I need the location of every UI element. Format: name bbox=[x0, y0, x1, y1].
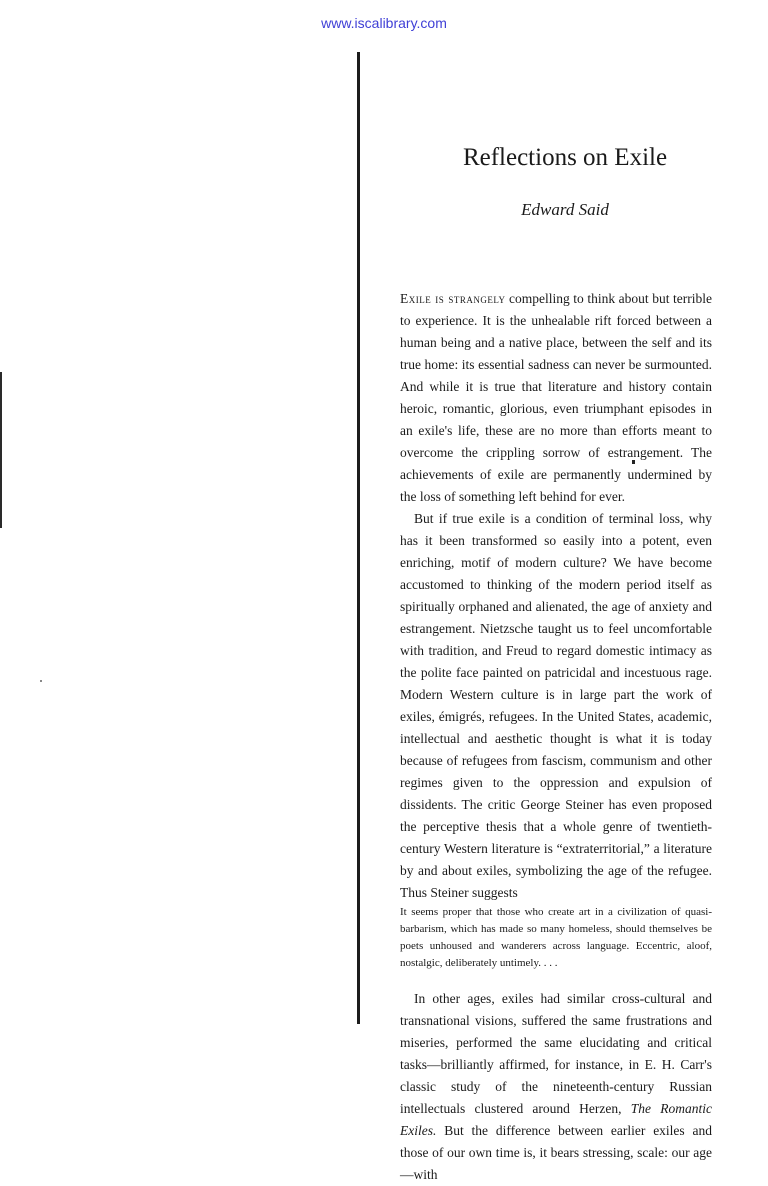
paragraph-1-text: compelling to think about but terrible to experience. It is the unhealable rift forced between a human being and a native place, between the self and its true home: its essential sadness can never be surmounted. And while it is true that literature and history contain heroic, romantic, glorious, even triumphant episodes in an exile's life, these are no more than efforts meant to overcome the crippling sorrow of estrangement. The achievements of exile are permanently undermined by the loss of something left behind for ever. bbox=[400, 291, 712, 504]
paragraph-3 bbox=[400, 988, 712, 1186]
paragraph-2: But if true exile is a condition of terminal loss, why has it been transformed so easily into a potent, even enriching, motif of modern culture? We have become accustomed to thinking of the modern period itself as spiritually orphaned and alienated, the age of anxiety and estrangement. Nietzsche taught us to feel uncomfortable with tradition, and Freud to regard domestic intimacy as the polite face painted on patricidal and incestuous rage. Modern Western culture is in large part the work of exiles, émigrés, refugees. In the United States, academic, intellectual and aesthetic thought is what it is today because of refugees from fascism, communism and other regimes given to the oppression and expulsion of dissidents. The critic George Steiner has even proposed the perceptive thesis that a whole genre of twentieth-century Western literature is “extraterritorial,” a literature by and about exiles, symbolizing the age of the refugee. Thus Steiner suggests bbox=[400, 511, 712, 900]
paragraph-3-text-end: But the difference between earlier exiles and those of our own time is, it bears stressing, scale: our age—with bbox=[400, 1123, 712, 1182]
block-quote: It seems proper that those who create art in a civilization of quasi-barbarism, which has made so many homeless, should themselves be poets unhoused and wanderers across language. Eccentric, aloof, nostalgic, deliberately untimely. . . . bbox=[400, 906, 712, 969]
book-spine-shadow bbox=[357, 52, 360, 1024]
essay-body bbox=[400, 288, 712, 1186]
essay-title: Reflections on Exile bbox=[462, 144, 668, 171]
paragraph-3-text: In other ages, exiles had similar cross-cultural and transnational visions, suffered the same frustrations and miseries, performed the same elucidating and critical tasks—brilliantly affirmed, for instance, in E. H. Carr's classic study of the nineteenth-century Russian intellectuals clustered around Herzen, bbox=[400, 991, 712, 1116]
essay-author: Edward Said bbox=[521, 200, 609, 219]
scan-speck bbox=[40, 680, 42, 682]
lead-in-small-caps: Exile is strangely bbox=[400, 291, 506, 306]
watermark-url[interactable]: www.iscalibrary.com bbox=[321, 15, 447, 31]
left-edge-scan-mark bbox=[0, 372, 2, 528]
book-title: The Romantic Exiles. bbox=[400, 1101, 712, 1138]
paragraph-1 bbox=[400, 288, 712, 508]
